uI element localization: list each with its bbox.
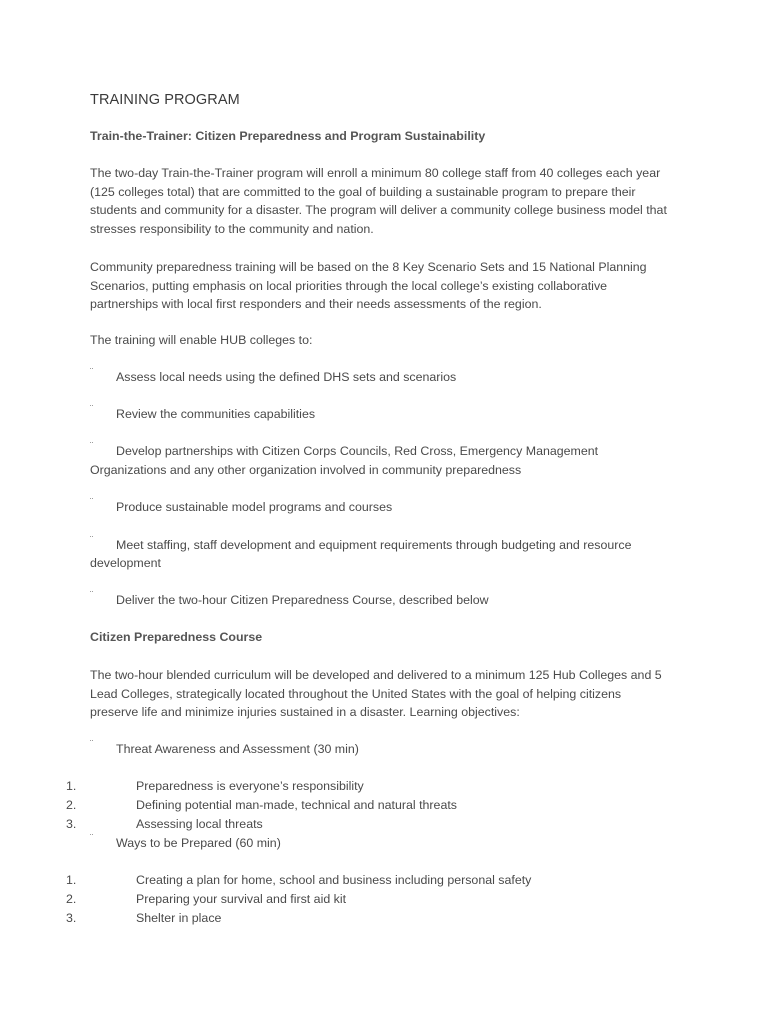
list-item: Shelter in place [136, 911, 222, 925]
bullet-item-continuation: development [90, 556, 161, 570]
paragraph-line: Lead Colleges, strategically located throughout the United States with the goal of helping citizens [90, 686, 622, 701]
paragraph-course-overview [90, 666, 690, 722]
bullet-item: Deliver the two-hour Citizen Preparedness Course, described below [116, 593, 489, 607]
paragraph-line: preserve life and minimize injuries sustained in a disaster. Learning objectives: [90, 705, 520, 720]
bullet-marker: ¨ [90, 833, 94, 844]
section-heading-citizen-preparedness-course: Citizen Preparedness Course [90, 630, 263, 644]
bullet-item: Review the communities capabilities [116, 407, 316, 421]
bullet-item: Develop partnerships with Citizen Corps Councils, Red Cross, Emergency Management [116, 444, 599, 458]
paragraph-line: stresses responsibility to the community and nation. [90, 222, 374, 237]
list-number: 3. [66, 911, 77, 925]
paragraph-line: Scenarios, putting emphasis on local priorities through the local college’s existing collaborative [90, 278, 608, 293]
list-number: 2. [66, 892, 77, 906]
bullet-marker: ¨ [90, 739, 94, 750]
bullet-list-intro: The training will enable HUB colleges to: [90, 333, 313, 347]
list-number: 2. [66, 798, 77, 812]
paragraph-line: The two-hour blended curriculum will be developed and delivered to a minimum 125 Hub Colleges and 5 [90, 668, 662, 682]
paragraph-program-overview [90, 164, 690, 239]
list-number: 1. [66, 873, 77, 887]
list-item: Preparedness is everyone’s responsibility [136, 779, 364, 793]
paragraph-community-preparedness [90, 258, 690, 314]
list-item: Assessing local threats [136, 817, 263, 831]
list-number: 3. [66, 817, 77, 831]
bullet-marker: ¨ [90, 404, 94, 415]
paragraph-line: students and community for a disaster. The program will deliver a community college business model that [90, 203, 667, 218]
bullet-item: Produce sustainable model programs and courses [116, 500, 393, 514]
list-item: Creating a plan for home, school and business including personal safety [136, 873, 532, 887]
paragraph-line: (125 colleges total) that are committed to the goal of building a sustainable program to prepare their [90, 184, 636, 199]
section-heading-train-the-trainer: Train-the-Trainer: Citizen Preparedness and Program Sustainability [90, 129, 486, 143]
list-number: 1. [66, 779, 77, 793]
bullet-marker: ¨ [90, 441, 94, 452]
bullet-marker: ¨ [90, 367, 94, 378]
list-item: Preparing your survival and first aid kit [136, 892, 347, 906]
page-title: TRAINING PROGRAM [90, 92, 240, 108]
objective-label: Ways to be Prepared (60 min) [116, 836, 281, 850]
bullet-item: Meet staffing, staff development and equipment requirements through budgeting and resource [116, 538, 632, 552]
bullet-item: Assess local needs using the defined DHS sets and scenarios [116, 370, 457, 384]
bullet-marker: ¨ [90, 590, 94, 601]
objective-label: Threat Awareness and Assessment (30 min) [116, 742, 359, 756]
bullet-marker: ¨ [90, 535, 94, 546]
paragraph-line: partnerships with local first responders and their needs assessments of the region. [90, 297, 542, 312]
paragraph-line: The two-day Train-the-Trainer program will enroll a minimum 80 college staff from 40 colleges each year [90, 166, 661, 180]
bullet-marker: ¨ [90, 497, 94, 508]
paragraph-line: Community preparedness training will be based on the 8 Key Scenario Sets and 15 National Planning [90, 260, 647, 274]
list-item: Defining potential man-made, technical and natural threats [136, 798, 457, 812]
bullet-item-continuation: Organizations and any other organization involved in community preparedness [90, 463, 522, 477]
